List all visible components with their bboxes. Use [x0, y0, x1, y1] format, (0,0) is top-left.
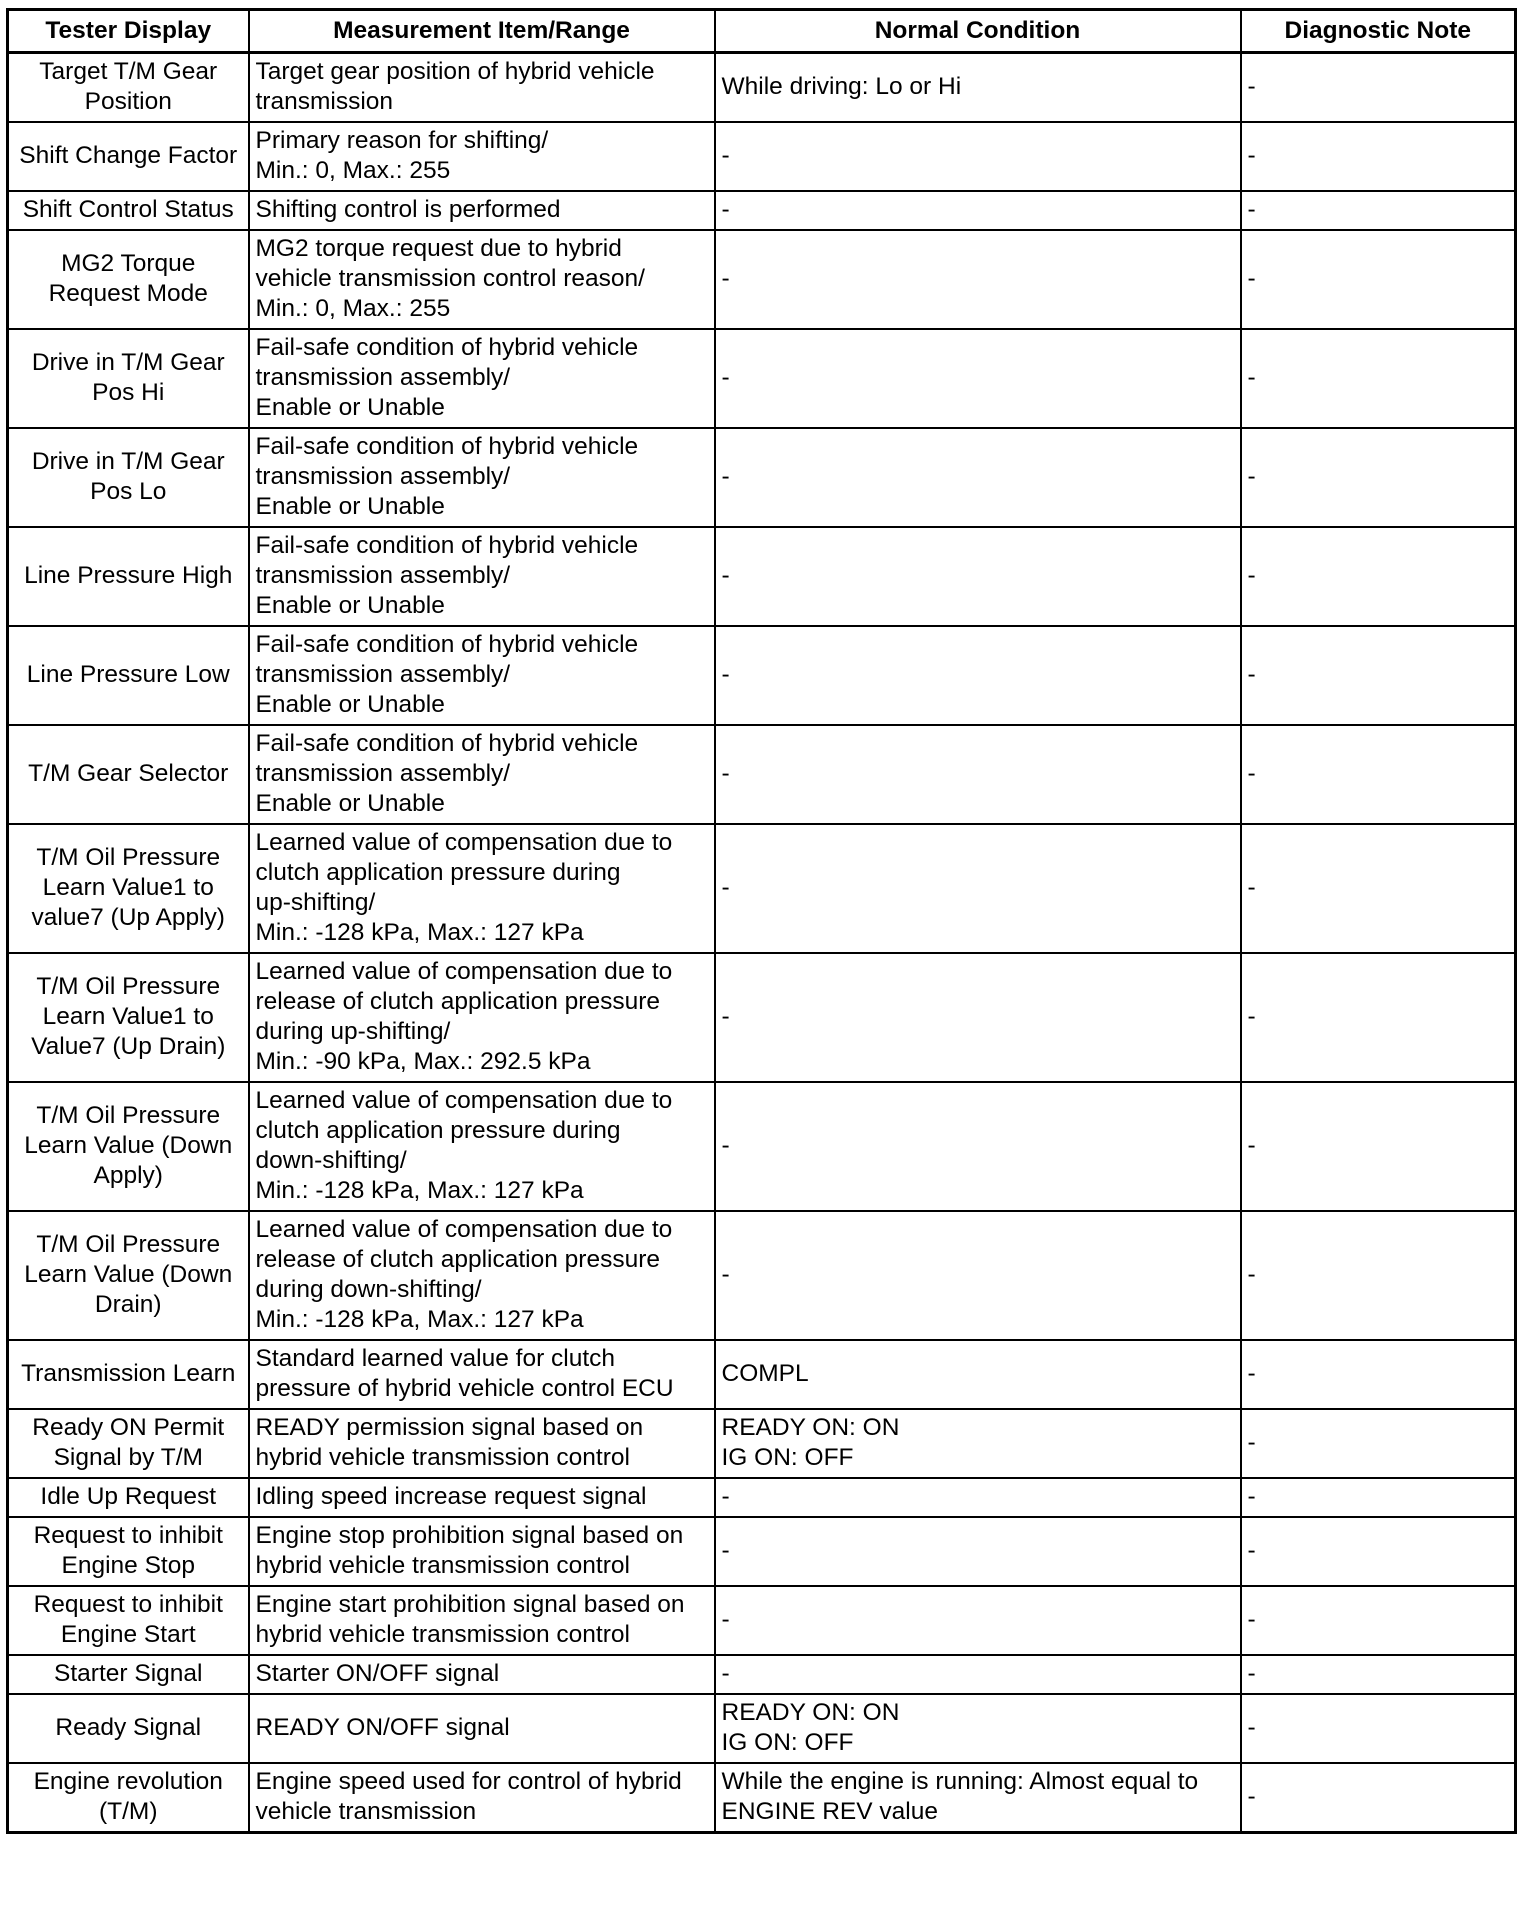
tester-display-cell: T/M Oil Pressure Learn Value1 to value7 (Up Apply) [8, 824, 249, 953]
header-diagnostic-note: Diagnostic Note [1241, 10, 1516, 53]
tester-display-cell: Drive in T/M Gear Pos Hi [8, 329, 249, 428]
table-row [8, 122, 1516, 191]
measurement-cell: Fail-safe condition of hybrid vehicle transmission assembly/ Enable or Unable [249, 626, 715, 725]
diagnostic-note-cell: - [1241, 626, 1516, 725]
normal-condition-cell: - [715, 122, 1241, 191]
diagnostic-note-cell: - [1241, 1655, 1516, 1694]
diagnostic-note-cell: - [1241, 1763, 1516, 1833]
measurement-cell: Learned value of compensation due to clutch application pressure during up-shifting/ Min.: -128 kPa, Max.: 127 kPa [249, 824, 715, 953]
measurement-cell: MG2 torque request due to hybrid vehicle transmission control reason/ Min.: 0, Max.: 255 [249, 230, 715, 329]
table-row [8, 1478, 1516, 1517]
normal-condition-cell: - [715, 1655, 1241, 1694]
tester-display-cell: T/M Oil Pressure Learn Value (Down Drain) [8, 1211, 249, 1340]
measurement-cell: Engine speed used for control of hybrid vehicle transmission [249, 1763, 715, 1833]
diagnostic-note-cell: - [1241, 1478, 1516, 1517]
tester-display-cell: Request to inhibit Engine Stop [8, 1517, 249, 1586]
measurement-cell: Target gear position of hybrid vehicle transmission [249, 53, 715, 123]
measurement-cell: Shifting control is performed [249, 191, 715, 230]
table-row [8, 953, 1516, 1082]
normal-condition-cell: - [715, 230, 1241, 329]
diagnostic-note-cell: - [1241, 1211, 1516, 1340]
normal-condition-cell: - [715, 527, 1241, 626]
normal-condition-cell: - [715, 191, 1241, 230]
normal-condition-cell: READY ON: ON IG ON: OFF [715, 1409, 1241, 1478]
table-row [8, 1211, 1516, 1340]
measurement-cell: Engine stop prohibition signal based on hybrid vehicle transmission control [249, 1517, 715, 1586]
measurement-cell: Fail-safe condition of hybrid vehicle transmission assembly/ Enable or Unable [249, 527, 715, 626]
normal-condition-cell: - [715, 1517, 1241, 1586]
diagnostic-note-cell: - [1241, 122, 1516, 191]
table-row [8, 626, 1516, 725]
normal-condition-cell: - [715, 1082, 1241, 1211]
measurement-cell: Fail-safe condition of hybrid vehicle transmission assembly/ Enable or Unable [249, 428, 715, 527]
table-row [8, 1409, 1516, 1478]
measurement-cell: Fail-safe condition of hybrid vehicle transmission assembly/ Enable or Unable [249, 329, 715, 428]
measurement-cell: Primary reason for shifting/ Min.: 0, Max.: 255 [249, 122, 715, 191]
normal-condition-cell: COMPL [715, 1340, 1241, 1409]
measurement-cell: Idling speed increase request signal [249, 1478, 715, 1517]
tester-display-cell: Ready Signal [8, 1694, 249, 1763]
measurement-cell: READY permission signal based on hybrid vehicle transmission control [249, 1409, 715, 1478]
normal-condition-cell: - [715, 953, 1241, 1082]
table-row [8, 230, 1516, 329]
tester-display-cell: Ready ON Permit Signal by T/M [8, 1409, 249, 1478]
table-row [8, 1655, 1516, 1694]
diagnostic-note-cell: - [1241, 428, 1516, 527]
diagnostic-note-cell: - [1241, 1340, 1516, 1409]
diagnostic-note-cell: - [1241, 725, 1516, 824]
measurement-cell: Engine start prohibition signal based on hybrid vehicle transmission control [249, 1586, 715, 1655]
tester-display-cell: T/M Gear Selector [8, 725, 249, 824]
measurement-cell: Learned value of compensation due to release of clutch application pressure during down-shifting/ Min.: -128 kPa, Max.: 127 kPa [249, 1211, 715, 1340]
tester-display-cell: Idle Up Request [8, 1478, 249, 1517]
header-measurement-item: Measurement Item/Range [249, 10, 715, 53]
normal-condition-cell: - [715, 626, 1241, 725]
diagnostic-note-cell: - [1241, 191, 1516, 230]
normal-condition-cell: - [715, 1211, 1241, 1340]
table-row [8, 725, 1516, 824]
tester-display-cell: Target T/M Gear Position [8, 53, 249, 123]
measurement-cell: Standard learned value for clutch pressure of hybrid vehicle control ECU [249, 1340, 715, 1409]
normal-condition-cell: - [715, 725, 1241, 824]
normal-condition-cell: - [715, 428, 1241, 527]
normal-condition-cell: While driving: Lo or Hi [715, 53, 1241, 123]
tester-display-cell: Request to inhibit Engine Start [8, 1586, 249, 1655]
table-row [8, 53, 1516, 123]
data-table [6, 8, 1517, 1834]
table-row [8, 1082, 1516, 1211]
measurement-cell: Learned value of compensation due to clutch application pressure during down-shifting/ Min.: -128 kPa, Max.: 127 kPa [249, 1082, 715, 1211]
tester-display-cell: T/M Oil Pressure Learn Value1 to Value7 (Up Drain) [8, 953, 249, 1082]
measurement-cell: Starter ON/OFF signal [249, 1655, 715, 1694]
normal-condition-cell: While the engine is running: Almost equal to ENGINE REV value [715, 1763, 1241, 1833]
diagnostic-note-cell: - [1241, 824, 1516, 953]
tester-display-cell: Line Pressure Low [8, 626, 249, 725]
table-row [8, 824, 1516, 953]
table-row [8, 1340, 1516, 1409]
header-tester-display: Tester Display [8, 10, 249, 53]
tester-display-cell: Shift Control Status [8, 191, 249, 230]
table-row [8, 1763, 1516, 1833]
table-row [8, 1586, 1516, 1655]
table-row [8, 1517, 1516, 1586]
diagnostic-note-cell: - [1241, 1694, 1516, 1763]
tester-display-cell: Shift Change Factor [8, 122, 249, 191]
tester-display-cell: Line Pressure High [8, 527, 249, 626]
normal-condition-cell: READY ON: ON IG ON: OFF [715, 1694, 1241, 1763]
diagnostic-note-cell: - [1241, 953, 1516, 1082]
header-normal-condition: Normal Condition [715, 10, 1241, 53]
tester-display-cell: Transmission Learn [8, 1340, 249, 1409]
normal-condition-cell: - [715, 1586, 1241, 1655]
table-row [8, 191, 1516, 230]
normal-condition-cell: - [715, 1478, 1241, 1517]
measurement-cell: READY ON/OFF signal [249, 1694, 715, 1763]
measurement-cell: Learned value of compensation due to release of clutch application pressure during up-shifting/ Min.: -90 kPa, Max.: 292.5 kPa [249, 953, 715, 1082]
table-row [8, 329, 1516, 428]
diagnostic-note-cell: - [1241, 1082, 1516, 1211]
tester-display-cell: Drive in T/M Gear Pos Lo [8, 428, 249, 527]
normal-condition-cell: - [715, 824, 1241, 953]
normal-condition-cell: - [715, 329, 1241, 428]
tester-display-cell: Engine revolution (T/M) [8, 1763, 249, 1833]
diagnostic-note-cell: - [1241, 230, 1516, 329]
measurement-cell: Fail-safe condition of hybrid vehicle transmission assembly/ Enable or Unable [249, 725, 715, 824]
table-row [8, 527, 1516, 626]
header-row [8, 10, 1516, 53]
tester-display-cell: MG2 Torque Request Mode [8, 230, 249, 329]
diagnostic-note-cell: - [1241, 1409, 1516, 1478]
table-row [8, 1694, 1516, 1763]
tester-display-cell: Starter Signal [8, 1655, 249, 1694]
diagnostic-note-cell: - [1241, 53, 1516, 123]
diagnostic-note-cell: - [1241, 1586, 1516, 1655]
diagnostic-note-cell: - [1241, 329, 1516, 428]
table-row [8, 428, 1516, 527]
tester-display-cell: T/M Oil Pressure Learn Value (Down Apply) [8, 1082, 249, 1211]
diagnostic-note-cell: - [1241, 1517, 1516, 1586]
diagnostic-note-cell: - [1241, 527, 1516, 626]
